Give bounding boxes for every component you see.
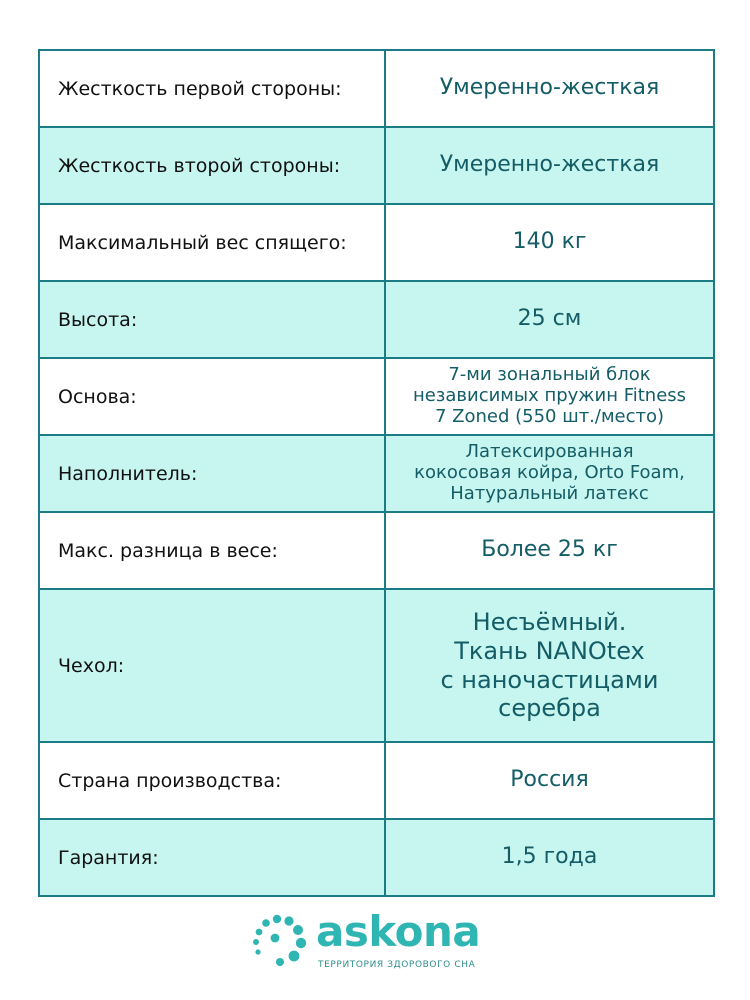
spec-row-weight-difference: [39, 512, 714, 589]
spec-row-base: [39, 358, 714, 435]
spec-row-cover: [39, 589, 714, 742]
spec-value: Умеренно-жесткая: [385, 127, 714, 204]
spec-value: [385, 435, 714, 512]
spec-label: Чехол:: [39, 589, 385, 742]
spec-label: Гарантия:: [39, 819, 385, 896]
spec-value-line: независимых пружин Fitness: [412, 385, 687, 407]
spec-row-height: [39, 281, 714, 358]
spec-value-line: с наночастицами: [440, 665, 659, 694]
spec-value-line: Латексированная: [465, 441, 634, 463]
spec-label: Жесткость второй стороны:: [39, 127, 385, 204]
brand-name: askona: [316, 907, 481, 956]
spec-row-first-side-firmness: [39, 50, 714, 127]
spec-row-max-weight: [39, 204, 714, 281]
askona-logo: [248, 908, 508, 980]
spec-value-line: 7-ми зональный блок: [448, 364, 651, 386]
askona-dots-logo-icon: [248, 908, 312, 972]
spec-value: 140 кг: [385, 204, 714, 281]
spec-row-filler: [39, 435, 714, 512]
spec-value: 1,5 года: [385, 819, 714, 896]
spec-label: Высота:: [39, 281, 385, 358]
spec-row-country: [39, 742, 714, 819]
spec-label: Страна производства:: [39, 742, 385, 819]
spec-label: Основа:: [39, 358, 385, 435]
spec-value-line: кокосовая койра, Orto Foam,: [414, 462, 685, 484]
spec-value: Россия: [385, 742, 714, 819]
spec-value: [385, 589, 714, 742]
spec-label: Максимальный вес спящего:: [39, 204, 385, 281]
spec-value-line: Ткань NANOtex: [454, 636, 645, 665]
spec-value-line: серебра: [498, 694, 601, 723]
spec-label: Наполнитель:: [39, 435, 385, 512]
spec-label: Жесткость первой стороны:: [39, 50, 385, 127]
brand-tagline: ТЕРРИТОРИЯ ЗДОРОВОГО СНА: [318, 960, 476, 970]
spec-value: [385, 358, 714, 435]
spec-value: 25 см: [385, 281, 714, 358]
spec-value: Более 25 кг: [385, 512, 714, 589]
spec-row-second-side-firmness: [39, 127, 714, 204]
spec-value: Умеренно-жесткая: [385, 50, 714, 127]
spec-value-line: 7 Zoned (550 шт./место): [434, 405, 665, 427]
spec-value-line: Натуральный латекс: [450, 482, 649, 504]
spec-value-line: Несъёмный.: [472, 607, 627, 636]
spec-row-warranty: [39, 819, 714, 896]
spec-table: [38, 49, 715, 897]
spec-label: Макс. разница в весе:: [39, 512, 385, 589]
